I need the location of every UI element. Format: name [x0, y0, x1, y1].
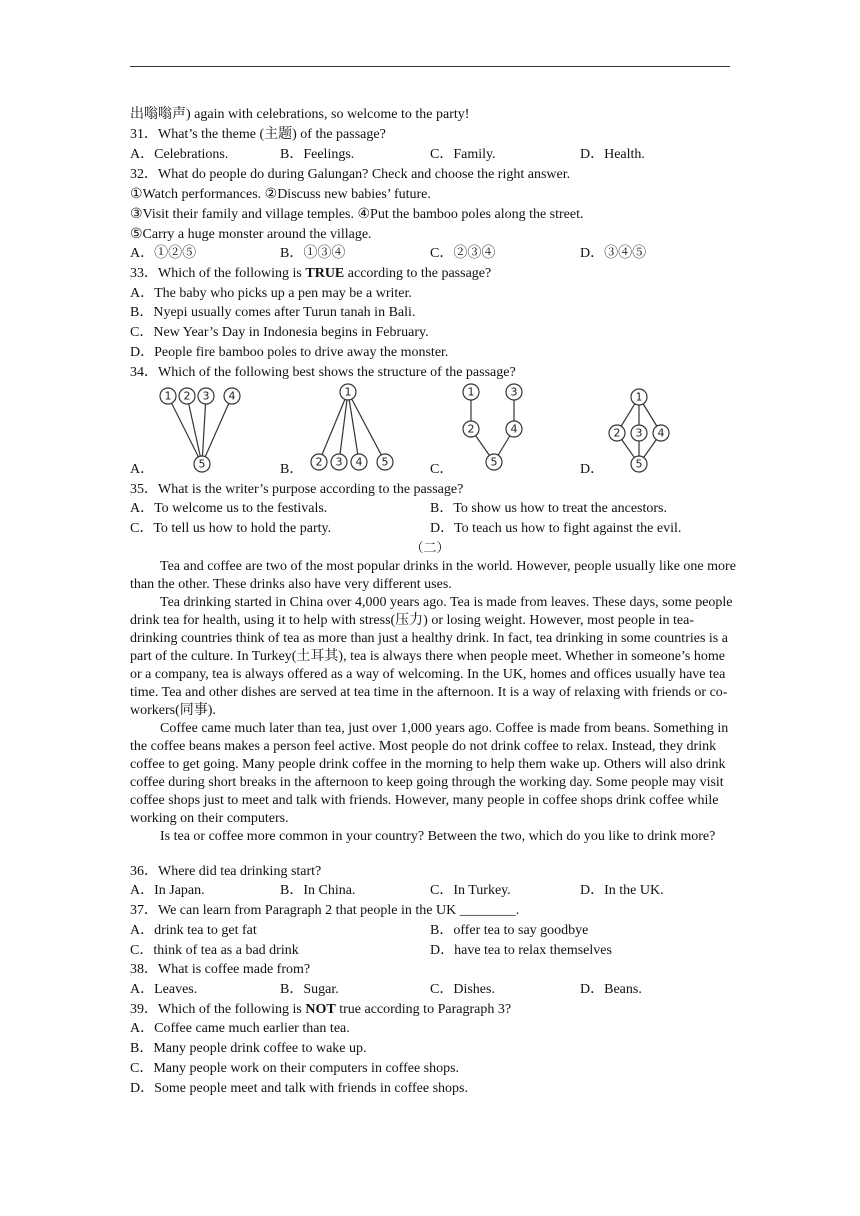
question-35: 35．What is the writer’s purpose according to the passage? [130, 482, 464, 497]
diagram-a-node-2: 2 [183, 389, 191, 403]
question-39: 39．Which of the following is NOT true according to Paragraph 3? [130, 1002, 512, 1017]
q37-option-a: A．drink tea to get fat [130, 923, 257, 938]
q34-option-a: A． [130, 462, 155, 477]
structure-diagram-c [450, 382, 550, 477]
q35-option-b: B．To show us how to treat the ancestors. [430, 501, 667, 516]
q36-option-a: A．In Japan. [130, 883, 205, 898]
q38-option-c: C．Dishes. [430, 982, 495, 997]
diagram-d-node-5: 5 [635, 457, 643, 471]
diagram-c-node-1: 1 [467, 385, 475, 399]
q37-option-c: C．think of tea as a bad drink [130, 943, 299, 958]
q35-option-d: D．To teach us how to fight against the evil. [430, 521, 682, 536]
header-rule [130, 66, 730, 67]
q39-option-c: C．Many people work on their computers in coffee shops. [130, 1061, 460, 1076]
diagram-a-node-3: 3 [202, 389, 210, 403]
diagram-d-node-4: 4 [657, 426, 665, 440]
structure-diagram-b [300, 382, 400, 477]
diagram-b-node-3: 3 [335, 455, 343, 469]
structure-diagram-a [150, 382, 250, 477]
q34-option-c: C． [430, 462, 454, 477]
question-31: 31．What’s the theme (主题) of the passage? [130, 127, 386, 142]
q33-option-d: D．People fire bamboo poles to drive away the monster. [130, 345, 449, 360]
question-36: 36．Where did tea drinking start? [130, 864, 322, 879]
q32-option-a: A．①②⑤ [130, 246, 197, 261]
q31-option-c: C．Family. [430, 147, 496, 162]
question-37: 37．We can learn from Paragraph 2 that people in the UK ________. [130, 903, 520, 918]
q32-item-line-3: ⑤Carry a huge monster around the village. [130, 227, 372, 242]
section-title: （二） [410, 540, 450, 555]
diagram-c-node-2: 2 [467, 422, 475, 436]
diagram-d-node-2: 2 [613, 426, 621, 440]
q31-option-a: A．Celebrations. [130, 147, 229, 162]
diagram-b-node-2: 2 [315, 455, 323, 469]
structure-diagram-d [600, 382, 680, 477]
question-38: 38．What is coffee made from? [130, 962, 311, 977]
q31-option-d: D．Health. [580, 147, 645, 162]
diagram-c-node-5: 5 [490, 455, 498, 469]
q36-option-c: C．In Turkey. [430, 883, 511, 898]
q32-option-d: D．③④⑤ [580, 246, 647, 261]
diagram-a-node-1: 1 [164, 389, 172, 403]
q32-item-line-2: ③Visit their family and village temples. ④Put the bamboo poles along the street. [130, 207, 584, 222]
q35-option-c: C．To tell us how to hold the party. [130, 521, 332, 536]
paragraph-3: Coffee came much later than tea, just over 1,000 years ago. Coffee is made from beans. Something in the coffee beans makes a person feel active. Most people do not drink coffee to relax. Instead, they drink coffee to get going. Many people drink coffee in the morning to help them wake up. Others will also drink coffee during short breaks in the afternoon to keep going through the working day. Some people may visit coffee shops just to meet and talk with friends. However, many people in coffee shops drink coffee while working on their computers. [130, 721, 729, 826]
paragraph-1: Tea and coffee are two of the most popular drinks in the world. However, people usually like one more than the other. These drinks also have very different uses. [130, 559, 736, 592]
q32-item-line-1: ①Watch performances. ②Discuss new babies’ future. [130, 187, 431, 202]
q37-option-d: D．have tea to relax themselves [430, 943, 612, 958]
paragraph-2: Tea drinking started in China over 4,000 years ago. Tea is made from leaves. These days, some people drink tea for health, using it to help with stress(压力) or losing weight. However, most people in tea-drinking countries think of tea as more than just a healthy drink. In fact, tea drinking in some countries is a part of the culture. In Turkey(土耳其), tea is always there when people meet. Whether in someone’s home or a company, tea is always offered as a way of welcoming. In the UK, homes and offices usually have tea time. Tea and other dishes are served at tea time in the afternoon. It is a way of relaxing with friends or co-workers(同事). [130, 595, 733, 718]
q36-option-b: B．In China. [280, 883, 356, 898]
question-33: 33．Which of the following is TRUE according to the passage? [130, 266, 492, 281]
q32-option-b: B．①③④ [280, 246, 346, 261]
diagram-a-node-4: 4 [228, 389, 236, 403]
diagram-c-node-4: 4 [510, 422, 518, 436]
q34-option-b: B． [280, 462, 304, 477]
diagram-b-node-5: 5 [381, 455, 389, 469]
q33-option-a: A．The baby who picks up a pen may be a writer. [130, 286, 412, 301]
q32-option-c: C．②③④ [430, 246, 496, 261]
q38-option-b: B．Sugar. [280, 982, 339, 997]
diagram-c-node-3: 3 [510, 385, 518, 399]
q33-option-b: B．Nyepi usually comes after Turun tanah in Bali. [130, 305, 416, 320]
q39-option-d: D．Some people meet and talk with friends in coffee shops. [130, 1081, 468, 1096]
passage-continuation: 出嗡嗡声) again with celebrations, so welcome to the party! [130, 107, 470, 122]
reading-passage [130, 558, 736, 846]
question-34: 34．Which of the following best shows the structure of the passage? [130, 365, 516, 380]
q38-option-d: D．Beans. [580, 982, 642, 997]
q37-option-b: B．offer tea to say goodbye [430, 923, 589, 938]
question-32: 32．What do people do during Galungan? Check and choose the right answer. [130, 167, 571, 182]
q38-option-a: A．Leaves. [130, 982, 198, 997]
diagram-d-node-3: 3 [635, 426, 643, 440]
q35-option-a: A．To welcome us to the festivals. [130, 501, 328, 516]
diagram-d-node-1: 1 [635, 390, 643, 404]
q33-option-c: C．New Year’s Day in Indonesia begins in February. [130, 325, 429, 340]
diagram-b-node-1: 1 [344, 385, 352, 399]
q31-option-b: B．Feelings. [280, 147, 355, 162]
diagram-b-node-4: 4 [355, 455, 363, 469]
q34-option-d: D． [580, 462, 605, 477]
q36-option-d: D．In the UK. [580, 883, 664, 898]
q39-option-a: A．Coffee came much earlier than tea. [130, 1021, 350, 1036]
q39-option-b: B．Many people drink coffee to wake up. [130, 1041, 367, 1056]
paragraph-4: Is tea or coffee more common in your country? Between the two, which do you like to drink more? [160, 829, 716, 844]
diagram-a-node-5: 5 [198, 457, 206, 471]
